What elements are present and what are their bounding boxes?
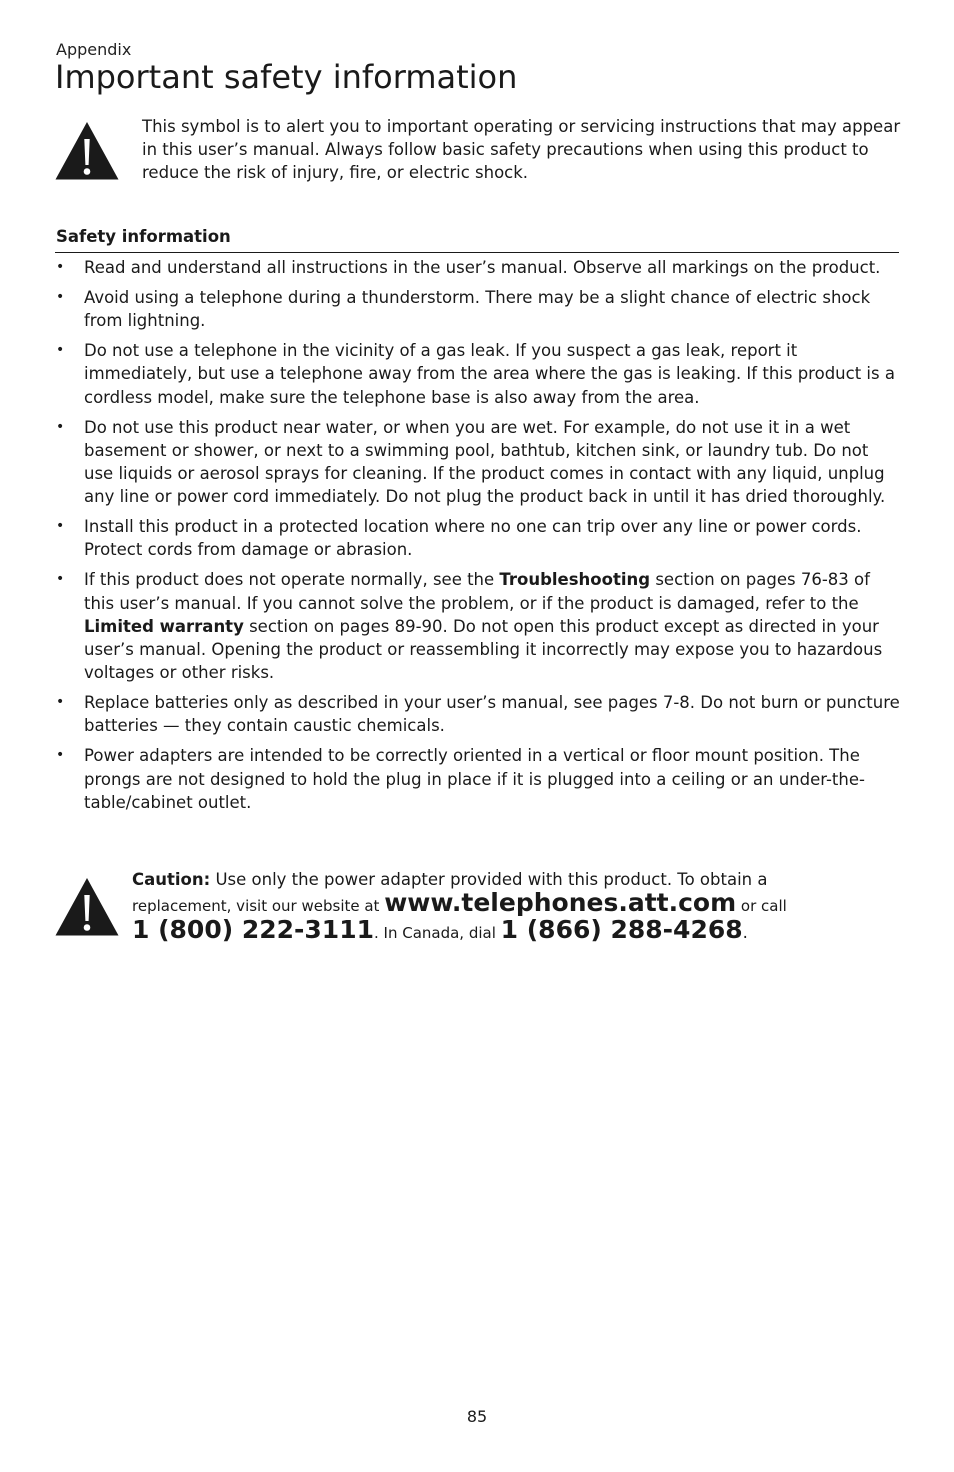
list-item-text: Do not use a telephone in the vicinity of a gas leak. If you suspect a gas leak, report it immediately, but use a telephone away from the area where the gas is leaking. If this product is a cordless model, make sure the telephone base is also away from the area. bbox=[84, 341, 895, 407]
list-item-text: Avoid using a telephone during a thunderstorm. There may be a slight chance of electric shock from lightning. bbox=[84, 288, 871, 331]
phone-number-canada: 1 (866) 288-4268 bbox=[500, 915, 743, 944]
caution-text: Use only the power adapter provided with this product. To obtain a bbox=[210, 870, 768, 889]
list-item bbox=[56, 416, 902, 509]
page-number: 85 bbox=[466, 1407, 488, 1426]
list-item-text bbox=[84, 570, 882, 682]
bullet-marker: • bbox=[56, 571, 65, 588]
caution-text: or call bbox=[736, 897, 787, 915]
bullet-marker: • bbox=[56, 418, 65, 435]
list-item-text: Do not use this product near water, or when you are wet. For example, do not use it in a wet basement or shower, or next to a swimming pool, bathtub, kitchen sink, or laundry tub. Do not use liquids or aerosol sprays for cleaning. If the product comes in contact with any liquid, unplug any line or power cord immediately. Do not plug the product back in until it has dried thoroughly. bbox=[84, 417, 886, 507]
bullet-marker: • bbox=[56, 518, 65, 535]
warning-triangle-icon bbox=[54, 877, 120, 937]
list-item bbox=[56, 744, 902, 814]
bullet-marker: • bbox=[56, 747, 65, 764]
heading-rule bbox=[55, 252, 899, 253]
caution-text: replacement, visit our website at bbox=[132, 897, 385, 915]
list-item-text: Install this product in a protected location where no one can trip over any line or power cords. Protect cords from damage or abrasion. bbox=[84, 517, 862, 560]
caution-text: . bbox=[742, 923, 748, 942]
bullet-marker: • bbox=[56, 694, 65, 711]
list-item bbox=[56, 515, 902, 561]
website-link[interactable]: www.telephones.att.com bbox=[384, 888, 737, 917]
list-item bbox=[56, 691, 902, 737]
list-item bbox=[56, 339, 902, 409]
intro-paragraph: This symbol is to alert you to important operating or servicing instructions that may appear in this user’s manual. Always follow basic safety precautions when using this product to reduce the risk of injury, fire, or electric shock. bbox=[142, 117, 901, 182]
list-item-text: Power adapters are intended to be correctly oriented in a vertical or floor mount position. The prongs are not designed to hold the plug in place if it is plugged into a ceiling or an under-the-table/cabinet outlet. bbox=[84, 746, 865, 812]
page-title: Important safety information bbox=[55, 58, 518, 96]
list-item bbox=[56, 256, 902, 279]
bullet-marker: • bbox=[56, 289, 65, 305]
bullet-marker: • bbox=[56, 259, 65, 275]
caution-notice bbox=[132, 868, 912, 945]
list-item bbox=[56, 568, 902, 684]
list-item-text: Replace batteries only as described in your user’s manual, see pages 7-8. Do not burn or puncture batteries — they contain caustic chemicals. bbox=[84, 693, 900, 736]
text-run: If this product does not operate normally, see the bbox=[84, 570, 500, 590]
list-item bbox=[56, 286, 902, 332]
section-label: Appendix bbox=[56, 40, 132, 59]
caution-text: . In Canada, dial bbox=[373, 924, 501, 942]
phone-number-us: 1 (800) 222-3111 bbox=[132, 915, 374, 944]
safety-list bbox=[56, 256, 902, 821]
text-run: section on pages 76-83 of this user’s manual. If you cannot solve the problem, or if the product is damaged, refer to the bbox=[84, 570, 870, 613]
safety-heading: Safety information bbox=[56, 227, 231, 246]
caution-label: Caution: bbox=[132, 870, 211, 889]
limited-warranty-reference: Limited warranty bbox=[84, 616, 244, 636]
bullet-marker: • bbox=[56, 342, 65, 359]
troubleshooting-reference: Troubleshooting bbox=[499, 570, 651, 590]
list-item-text: Read and understand all instructions in the user’s manual. Observe all markings on the product. bbox=[84, 258, 881, 277]
warning-triangle-icon bbox=[54, 121, 120, 181]
text-run: section on pages 89-90. Do not open this product except as directed in your user’s manual. Opening the product or reassembling it incorrectly may expose you to hazardous voltages or other risks. bbox=[84, 616, 883, 683]
